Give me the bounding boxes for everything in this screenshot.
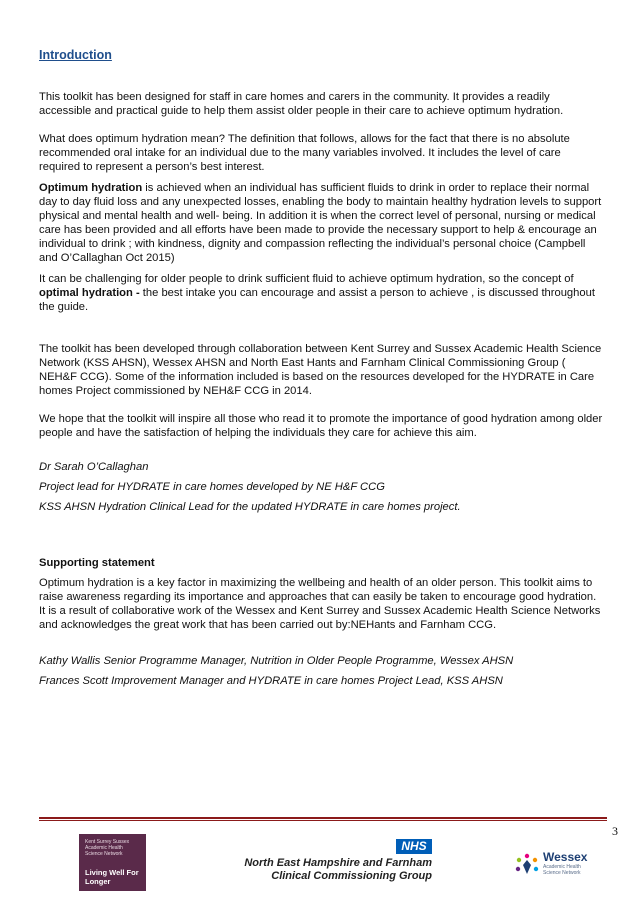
definition-term: Optimum hydration	[39, 182, 143, 194]
wessex-logo-subtitle: Academic Health Science Network	[543, 864, 581, 876]
supporting-body: Optimum hydration is a key factor in maximizing the wellbeing and health of an older person. This toolkit aims to raise awareness regarding its importance and approaches that can easily be taken to encourage good hydration. It is a result of collaborative work of the Wessex and Kent Surrey and Sussex Academic Health Science Networks and acknowledges the great work that has been carried out by:NEHants and Farnham CCG.	[39, 577, 601, 631]
ccg-name	[236, 857, 432, 883]
optimal-text-start: It can be challenging for older people to drink sufficient fluid to achieve optimum hydration, so the concept of	[39, 273, 574, 285]
supporting-signature-1: Kathy Wallis Senior Programme Manager, Nutrition in Older People Programme, Wessex AHSN	[39, 655, 514, 667]
supporting-title: Supporting statement	[39, 557, 155, 569]
supporting-signature-2: Frances Scott Improvement Manager and HYDRATE in care homes Project Lead, KSS AHSN	[39, 675, 503, 687]
nhs-logo: NHS	[396, 839, 432, 854]
signoff-name: Dr Sarah O’Callaghan	[39, 461, 149, 473]
footer-rule	[39, 817, 607, 819]
optimal-text-end: the best intake you can encourage and assist a person to achieve , is discussed throughout the guide.	[39, 287, 595, 313]
document-body	[39, 48, 604, 688]
optimal-hydration-paragraph	[39, 272, 604, 314]
section-heading: Introduction	[39, 48, 112, 62]
ccg-line-2: Clinical Commissioning Group	[271, 870, 432, 882]
wessex-logo-name: Wessex	[543, 850, 588, 864]
intro-paragraph-1: This toolkit has been designed for staff in care homes and carers in the community. It provides a readily accessible and practical guide to help them assist older people in their care to achieve optimum hydration.	[39, 91, 564, 117]
definition-paragraph	[39, 181, 604, 265]
hope-paragraph: We hope that the toolkit will inspire all those who read it to promote the importance of good hydration among older people and have the satisfaction of helping the individuals they care for achieve this aim.	[39, 413, 603, 439]
page-number: 3	[612, 824, 618, 838]
signoff-role-2: KSS AHSN Hydration Clinical Lead for the updated HYDRATE in care homes project.	[39, 501, 461, 513]
ccg-line-1: North East Hampshire and Farnham	[244, 857, 432, 869]
collaboration-paragraph: The toolkit has been developed through collaboration between Kent Surrey and Sussex Academic Health Science Network (KSS AHSN), Wessex AHSN and North East Hants and Farnham Clinical Commissioning Group ( NEH&F CCG). Some of the information included is based on the resources developed for the HYDRATE in Care homes Project commissioned by NEH&F CCG in 2014.	[39, 343, 602, 397]
definition-text: is achieved when an individual has sufficient fluids to drink in order to replace their normal day to day fluid loss and any unexpected losses, enabling the body to maintain healthy hydration levels to support physical and mental health and well- being. In addition it is when the correct level of personal, nursing or medical care has been provided and all efforts have been made to provide the necessary support to help & encourage an individual to drink ; with kindness, dignity and compassion reflecting the individual’s personal choice (Campbell and O’Callaghan Oct 2015)	[39, 182, 602, 264]
kss-logo-subtitle: Kent Surrey Sussex Academic Health Science Network	[85, 839, 130, 857]
footer-rule-thin	[39, 820, 607, 821]
optimal-term: optimal hydration -	[39, 287, 140, 299]
wessex-people-icon	[514, 852, 540, 878]
signoff-role-1: Project lead for HYDRATE in care homes developed by NE H&F CCG	[39, 481, 385, 493]
kss-ahsn-logo	[79, 834, 146, 891]
kss-logo-tagline: Living Well For Longer	[85, 868, 139, 886]
intro-paragraph-2: What does optimum hydration mean? The definition that follows, allows for the fact that there is no absolute recommended oral intake for an individual due to the many variables involved. It includes the level of care required to represent a person’s best interest.	[39, 133, 570, 173]
